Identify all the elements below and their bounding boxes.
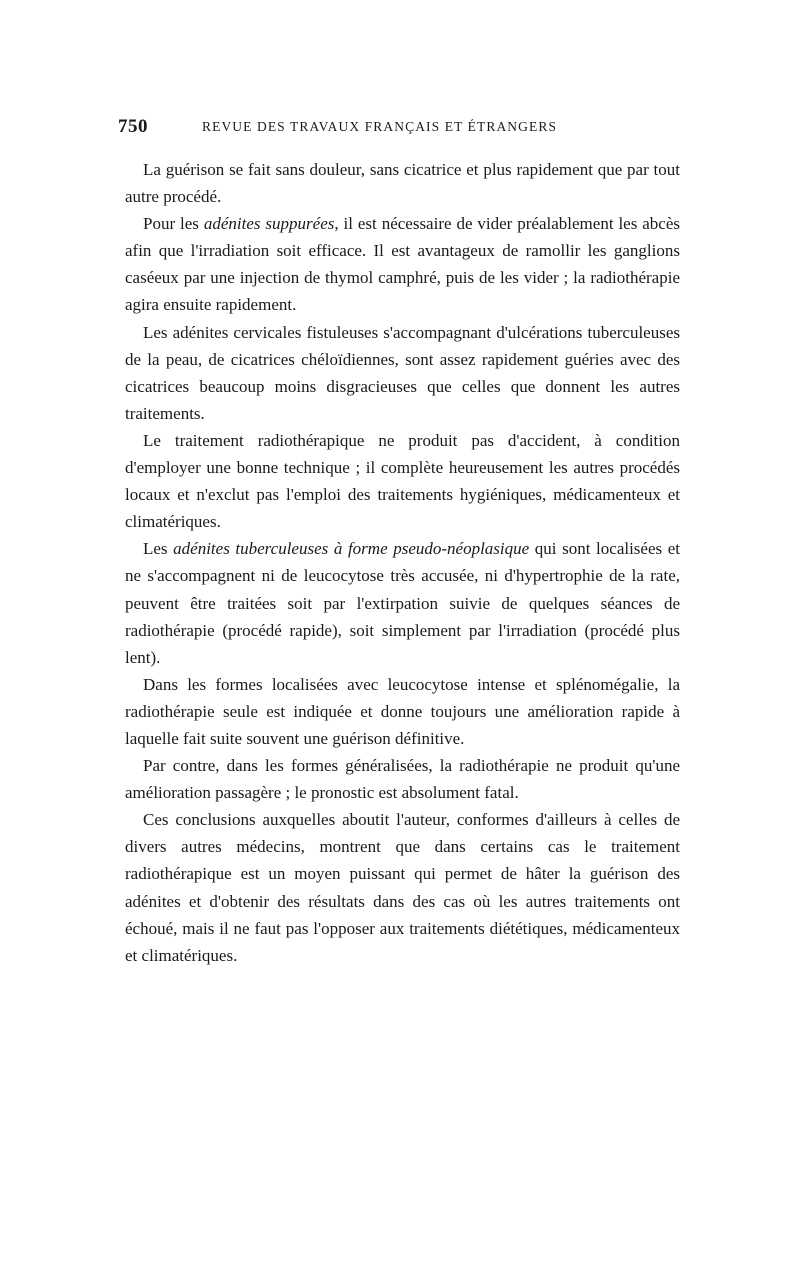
- italic-term: adénites tuberculeuses à forme pseudo-néoplasique: [173, 539, 530, 559]
- paragraph-rest: , il est nécessaire de vider préalablement les abcès afin que l'irradiation soit efficace. Il est avantageux de ramollir les ganglions caséeux par une injection de thymol camphré, puis de les vider ; la radiothérapie agira ensuite rapidement.: [125, 214, 681, 315]
- paragraph-adenites-suppurees: [125, 210, 680, 318]
- paragraph-lead: Pour les: [143, 214, 204, 234]
- paragraph-traitement: Le traitement radiothérapique ne produit pas d'accident, à condition d'employer une bonne technique ; il complète heureusement les autres procédés locaux et n'exclut pas l'emploi des traitements hygiéniques, médicamenteux et climatériques.: [125, 430, 680, 532]
- body-text: [125, 156, 680, 969]
- paragraph-adenites-cervicales: Les adénites cervicales fistuleuses s'accompagnant d'ulcérations tuberculeuses de la peau, de cicatrices chéloïdiennes, sont assez rapidement guéries avec des cicatrices beaucoup moins disgracieuses que celles que donnent les autres traitements.: [125, 322, 680, 423]
- italic-term: adénites suppurées: [203, 214, 335, 234]
- paragraph-pseudo-neoplasique: [125, 535, 680, 670]
- paragraph-gueson: La guérison se fait sans douleur, sans cicatrice et plus rapidement que par tout autre procédé.: [125, 160, 680, 207]
- paragraph-lead: Les: [143, 539, 174, 559]
- paragraph-formes-localisees: Dans les formes localisées avec leucocytose intense et splénomégalie, la radiothérapie seule est indiquée et donne toujours une amélioration rapide à laquelle fait suite souvent une guérison définitive.: [125, 674, 680, 748]
- paragraph-conclusions: Ces conclusions auxquelles aboutit l'auteur, conformes d'ailleurs à celles de divers autres médecins, montrent que dans certains cas le traitement radiothérapique est un moyen puissant qui permet de hâter la guérison des adénites et d'obtenir des résultats dans des cas où les autres traitements ont échoué, mais il ne faut pas l'opposer aux traitements diététiques, médicamenteux et climatériques.: [125, 810, 680, 965]
- paragraph-rest: qui sont localisées et ne s'accompagnent ni de leucocytose très accusée, ni d'hypertrophie de la rate, peuvent être traitées soit par l'extirpation suivie de quelques séances de radiothérapie (procédé rapide), soit simplement par l'irradiation (procédé plus lent).: [125, 539, 680, 667]
- running-title: REVUE DES TRAVAUX FRANÇAIS ET ÉTRANGERS: [202, 119, 558, 134]
- running-header: [118, 116, 678, 140]
- page-number: 750: [118, 116, 148, 137]
- paragraph-formes-generalisees: Par contre, dans les formes généralisées, la radiothérapie ne produit qu'une amélioration passagère ; le pronostic est absolument fatal.: [125, 756, 680, 803]
